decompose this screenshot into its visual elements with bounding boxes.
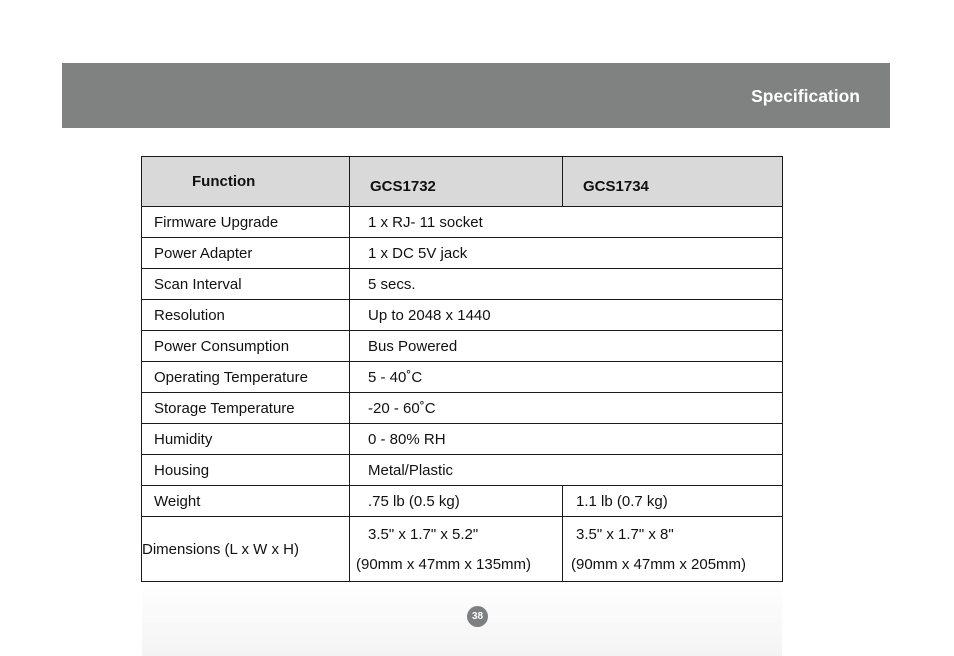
table-header-row: [142, 157, 783, 207]
row-label: Operating Temperature: [142, 362, 350, 393]
row-label: Power Consumption: [142, 331, 350, 362]
table-row: [142, 362, 783, 393]
table-row: [142, 455, 783, 486]
dimensions-gcs1734-inches: 3.5" x 1.7" x 8": [576, 526, 674, 543]
weight-gcs1732: .75 lb (0.5 kg): [350, 486, 563, 517]
row-value: -20 - 60˚C: [350, 393, 783, 424]
footer-shade: [142, 578, 782, 656]
column-header-gcs1732: GCS1732: [350, 157, 563, 207]
row-label: Weight: [142, 486, 350, 517]
row-value: 5 - 40˚C: [350, 362, 783, 393]
dimensions-gcs1732-inches: 3.5" x 1.7" x 5.2": [368, 526, 479, 543]
weight-gcs1734: 1.1 lb (0.7 kg): [563, 486, 783, 517]
table-row: [142, 238, 783, 269]
table-row: [142, 300, 783, 331]
row-value: 1 x RJ- 11 socket: [350, 207, 783, 238]
dimensions-gcs1734-mm: (90mm x 47mm x 205mm): [571, 556, 747, 573]
header-bar: [62, 63, 890, 128]
row-value: Bus Powered: [350, 331, 783, 362]
row-label: Housing: [142, 455, 350, 486]
row-value: Metal/Plastic: [350, 455, 783, 486]
dimensions-gcs1734: [563, 517, 783, 582]
table-row-weight: [142, 486, 783, 517]
row-value: Up to 2048 x 1440: [350, 300, 783, 331]
row-value: 0 - 80% RH: [350, 424, 783, 455]
row-label: Firmware Upgrade: [142, 207, 350, 238]
table-row: [142, 424, 783, 455]
table-row-dimensions: [142, 517, 783, 582]
column-header-function: Function: [142, 157, 350, 207]
specification-table: [141, 156, 783, 582]
row-label: Power Adapter: [142, 238, 350, 269]
row-label: Humidity: [142, 424, 350, 455]
row-value: 1 x DC 5V jack: [350, 238, 783, 269]
table-row: [142, 393, 783, 424]
table-row: [142, 207, 783, 238]
row-label: Dimensions (L x W x H): [142, 517, 350, 582]
dimensions-gcs1732: [350, 517, 563, 582]
page-title: Specification: [751, 86, 860, 106]
row-label: Resolution: [142, 300, 350, 331]
table-row: [142, 331, 783, 362]
row-label: Scan Interval: [142, 269, 350, 300]
column-header-gcs1734: GCS1734: [563, 157, 783, 207]
table-row: [142, 269, 783, 300]
dimensions-gcs1732-mm: (90mm x 47mm x 135mm): [356, 556, 532, 573]
row-value: 5 secs.: [350, 269, 783, 300]
row-label: Storage Temperature: [142, 393, 350, 424]
page-number: 38: [467, 606, 488, 627]
